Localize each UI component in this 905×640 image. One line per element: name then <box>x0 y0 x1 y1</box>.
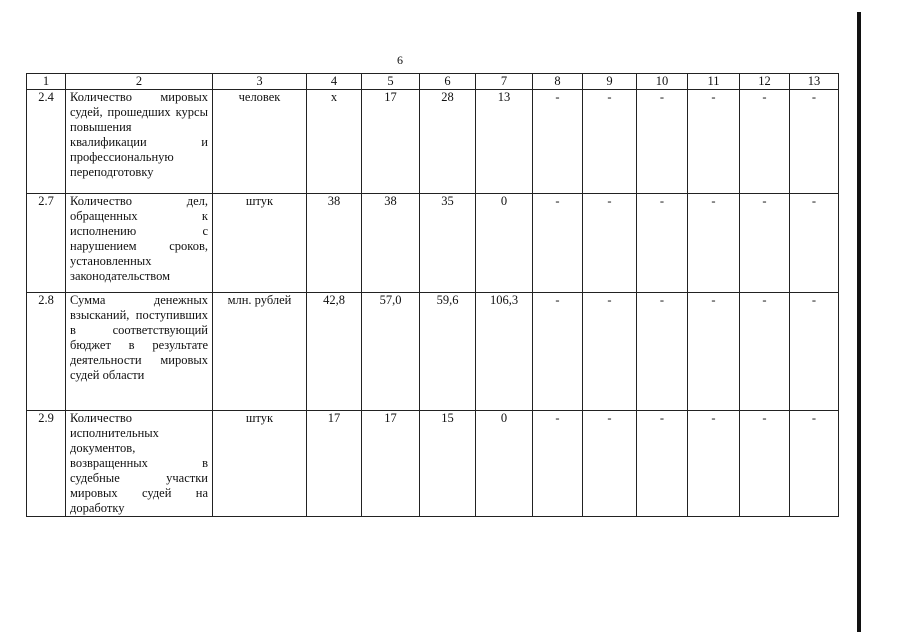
column-header: 6 <box>420 74 476 90</box>
column-header: 8 <box>533 74 583 90</box>
table-row <box>27 411 839 517</box>
column-header: 9 <box>583 74 637 90</box>
page-number: 6 <box>397 53 403 67</box>
header-row <box>27 74 839 90</box>
column-header: 10 <box>637 74 688 90</box>
table-row <box>27 90 839 194</box>
value-cell: 35 <box>420 194 476 293</box>
row-number: 2.7 <box>27 194 66 293</box>
value-cell: х <box>307 90 362 194</box>
value-cell: 38 <box>307 194 362 293</box>
value-cell: - <box>790 90 839 194</box>
value-cell: - <box>637 194 688 293</box>
value-cell: 17 <box>362 90 420 194</box>
value-cell: - <box>740 90 790 194</box>
value-cell: - <box>688 411 740 517</box>
indicator-name: Количество исполнительных документов, возвращенных в судебные участки мировых судей на доработку <box>66 411 213 517</box>
table-row <box>27 293 839 411</box>
value-cell: 42,8 <box>307 293 362 411</box>
value-cell: - <box>533 194 583 293</box>
indicator-name: Количество дел, обращенных к исполнению с нарушением сроков, установленных законодательством <box>66 194 213 293</box>
value-cell: - <box>583 293 637 411</box>
value-cell: - <box>688 90 740 194</box>
column-header: 1 <box>27 74 66 90</box>
value-cell: 59,6 <box>420 293 476 411</box>
unit-cell: штук <box>213 194 307 293</box>
value-cell: - <box>740 194 790 293</box>
value-cell: 0 <box>476 411 533 517</box>
value-cell: 28 <box>420 90 476 194</box>
value-cell: - <box>740 411 790 517</box>
value-cell: - <box>533 411 583 517</box>
value-cell: - <box>583 194 637 293</box>
value-cell: - <box>688 293 740 411</box>
value-cell: - <box>790 293 839 411</box>
row-number: 2.4 <box>27 90 66 194</box>
page-edge-bar <box>857 12 861 632</box>
value-cell: - <box>583 411 637 517</box>
column-header: 11 <box>688 74 740 90</box>
value-cell: 17 <box>362 411 420 517</box>
value-cell: - <box>533 293 583 411</box>
value-cell: - <box>637 293 688 411</box>
value-cell: - <box>688 194 740 293</box>
row-number: 2.8 <box>27 293 66 411</box>
value-cell: - <box>790 194 839 293</box>
data-table <box>26 73 839 517</box>
column-header: 2 <box>66 74 213 90</box>
column-header: 4 <box>307 74 362 90</box>
value-cell: - <box>533 90 583 194</box>
column-header: 7 <box>476 74 533 90</box>
unit-cell: человек <box>213 90 307 194</box>
unit-cell: штук <box>213 411 307 517</box>
column-header: 3 <box>213 74 307 90</box>
unit-cell: млн. рублей <box>213 293 307 411</box>
value-cell: - <box>637 90 688 194</box>
column-header: 5 <box>362 74 420 90</box>
indicator-name: Количество мировых судей, прошедших курсы повышения квалификации и профессиональную переподготовку <box>66 90 213 194</box>
value-cell: - <box>583 90 637 194</box>
value-cell: 106,3 <box>476 293 533 411</box>
value-cell: 17 <box>307 411 362 517</box>
table-row <box>27 194 839 293</box>
column-header: 13 <box>790 74 839 90</box>
value-cell: - <box>740 293 790 411</box>
value-cell: 13 <box>476 90 533 194</box>
value-cell: 15 <box>420 411 476 517</box>
value-cell: 0 <box>476 194 533 293</box>
value-cell: - <box>790 411 839 517</box>
row-number: 2.9 <box>27 411 66 517</box>
value-cell: 38 <box>362 194 420 293</box>
value-cell: - <box>637 411 688 517</box>
value-cell: 57,0 <box>362 293 420 411</box>
indicator-name: Сумма денежных взысканий, поступивших в соответствующий бюджет в результате деятельности мировых судей области <box>66 293 213 411</box>
column-header: 12 <box>740 74 790 90</box>
